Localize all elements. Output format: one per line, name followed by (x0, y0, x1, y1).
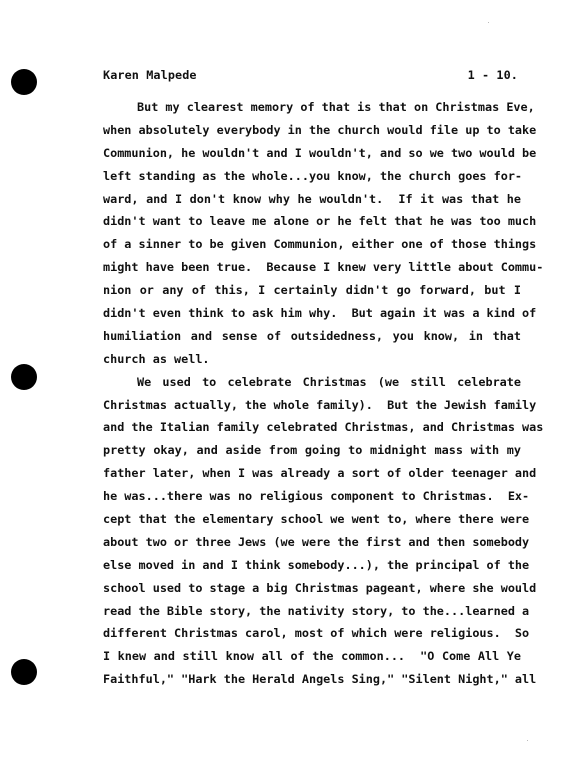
text-line: and the Italian family celebrated Christmas, and Christmas was (103, 420, 544, 435)
text-line: read the Bible story, the nativity story, to the...learned a (103, 603, 530, 618)
text-line: nion or any of this, I certainly didn't go forward, but I (103, 283, 521, 298)
scan-speck (527, 740, 528, 741)
header-page-number: 1 - 10. (467, 68, 518, 82)
text-line: pretty okay, and aside from going to midnight mass with my (103, 443, 521, 458)
text-line: different Christmas carol, most of which were religious. So (103, 626, 530, 641)
text-line: he was...there was no religious component to Christmas. Ex- (103, 489, 530, 504)
text-line: cept that the elementary school we went to, where there were (103, 512, 530, 527)
text-line: school used to stage a big Christmas pageant, where she would (103, 580, 537, 595)
binder-hole (11, 659, 37, 685)
text-line: Communion, he wouldn't and I wouldn't, and so we two would be (103, 145, 537, 160)
text-line: But my clearest memory of that is that on Christmas Eve, (137, 100, 535, 114)
text-line: Christmas actually, the whole family). But the Jewish family (103, 397, 537, 412)
text-line: about two or three Jews (we were the first and then somebody (103, 534, 530, 549)
text-line: left standing as the whole...you know, the church goes for- (103, 168, 523, 183)
text-line: church as well. (103, 351, 210, 366)
scan-speck (488, 22, 489, 23)
text-line: else moved in and I think somebody...), the principal of the (103, 557, 530, 572)
header-author: Karen Malpede (103, 68, 197, 82)
binder-hole (11, 364, 37, 390)
page-header (103, 66, 518, 84)
text-line: when absolutely everybody in the church would file up to take (103, 122, 537, 137)
text-line: We used to celebrate Christmas (we still celebrate (137, 374, 521, 389)
text-line: humiliation and sense of outsidedness, you know, in that (103, 328, 521, 343)
text-line: didn't want to leave me alone or he felt that he was too much (103, 214, 537, 229)
text-line: I knew and still know all of the common... "O Come All Ye (103, 649, 521, 664)
text-line: might have been true. Because I knew very little about Commu- (103, 260, 544, 275)
text-line: ward, and I don't know why he wouldn't. If it was that he (103, 191, 521, 206)
text-line: Faithful," "Hark the Herald Angels Sing," "Silent Night," all (103, 672, 537, 687)
transcript-body (103, 96, 544, 691)
text-line: of a sinner to be given Communion, either one of those things (103, 237, 537, 252)
binder-hole (11, 69, 37, 95)
text-line: didn't even think to ask him why. But again it was a kind of (103, 306, 537, 321)
text-line: father later, when I was already a sort of older teenager and (103, 466, 537, 481)
